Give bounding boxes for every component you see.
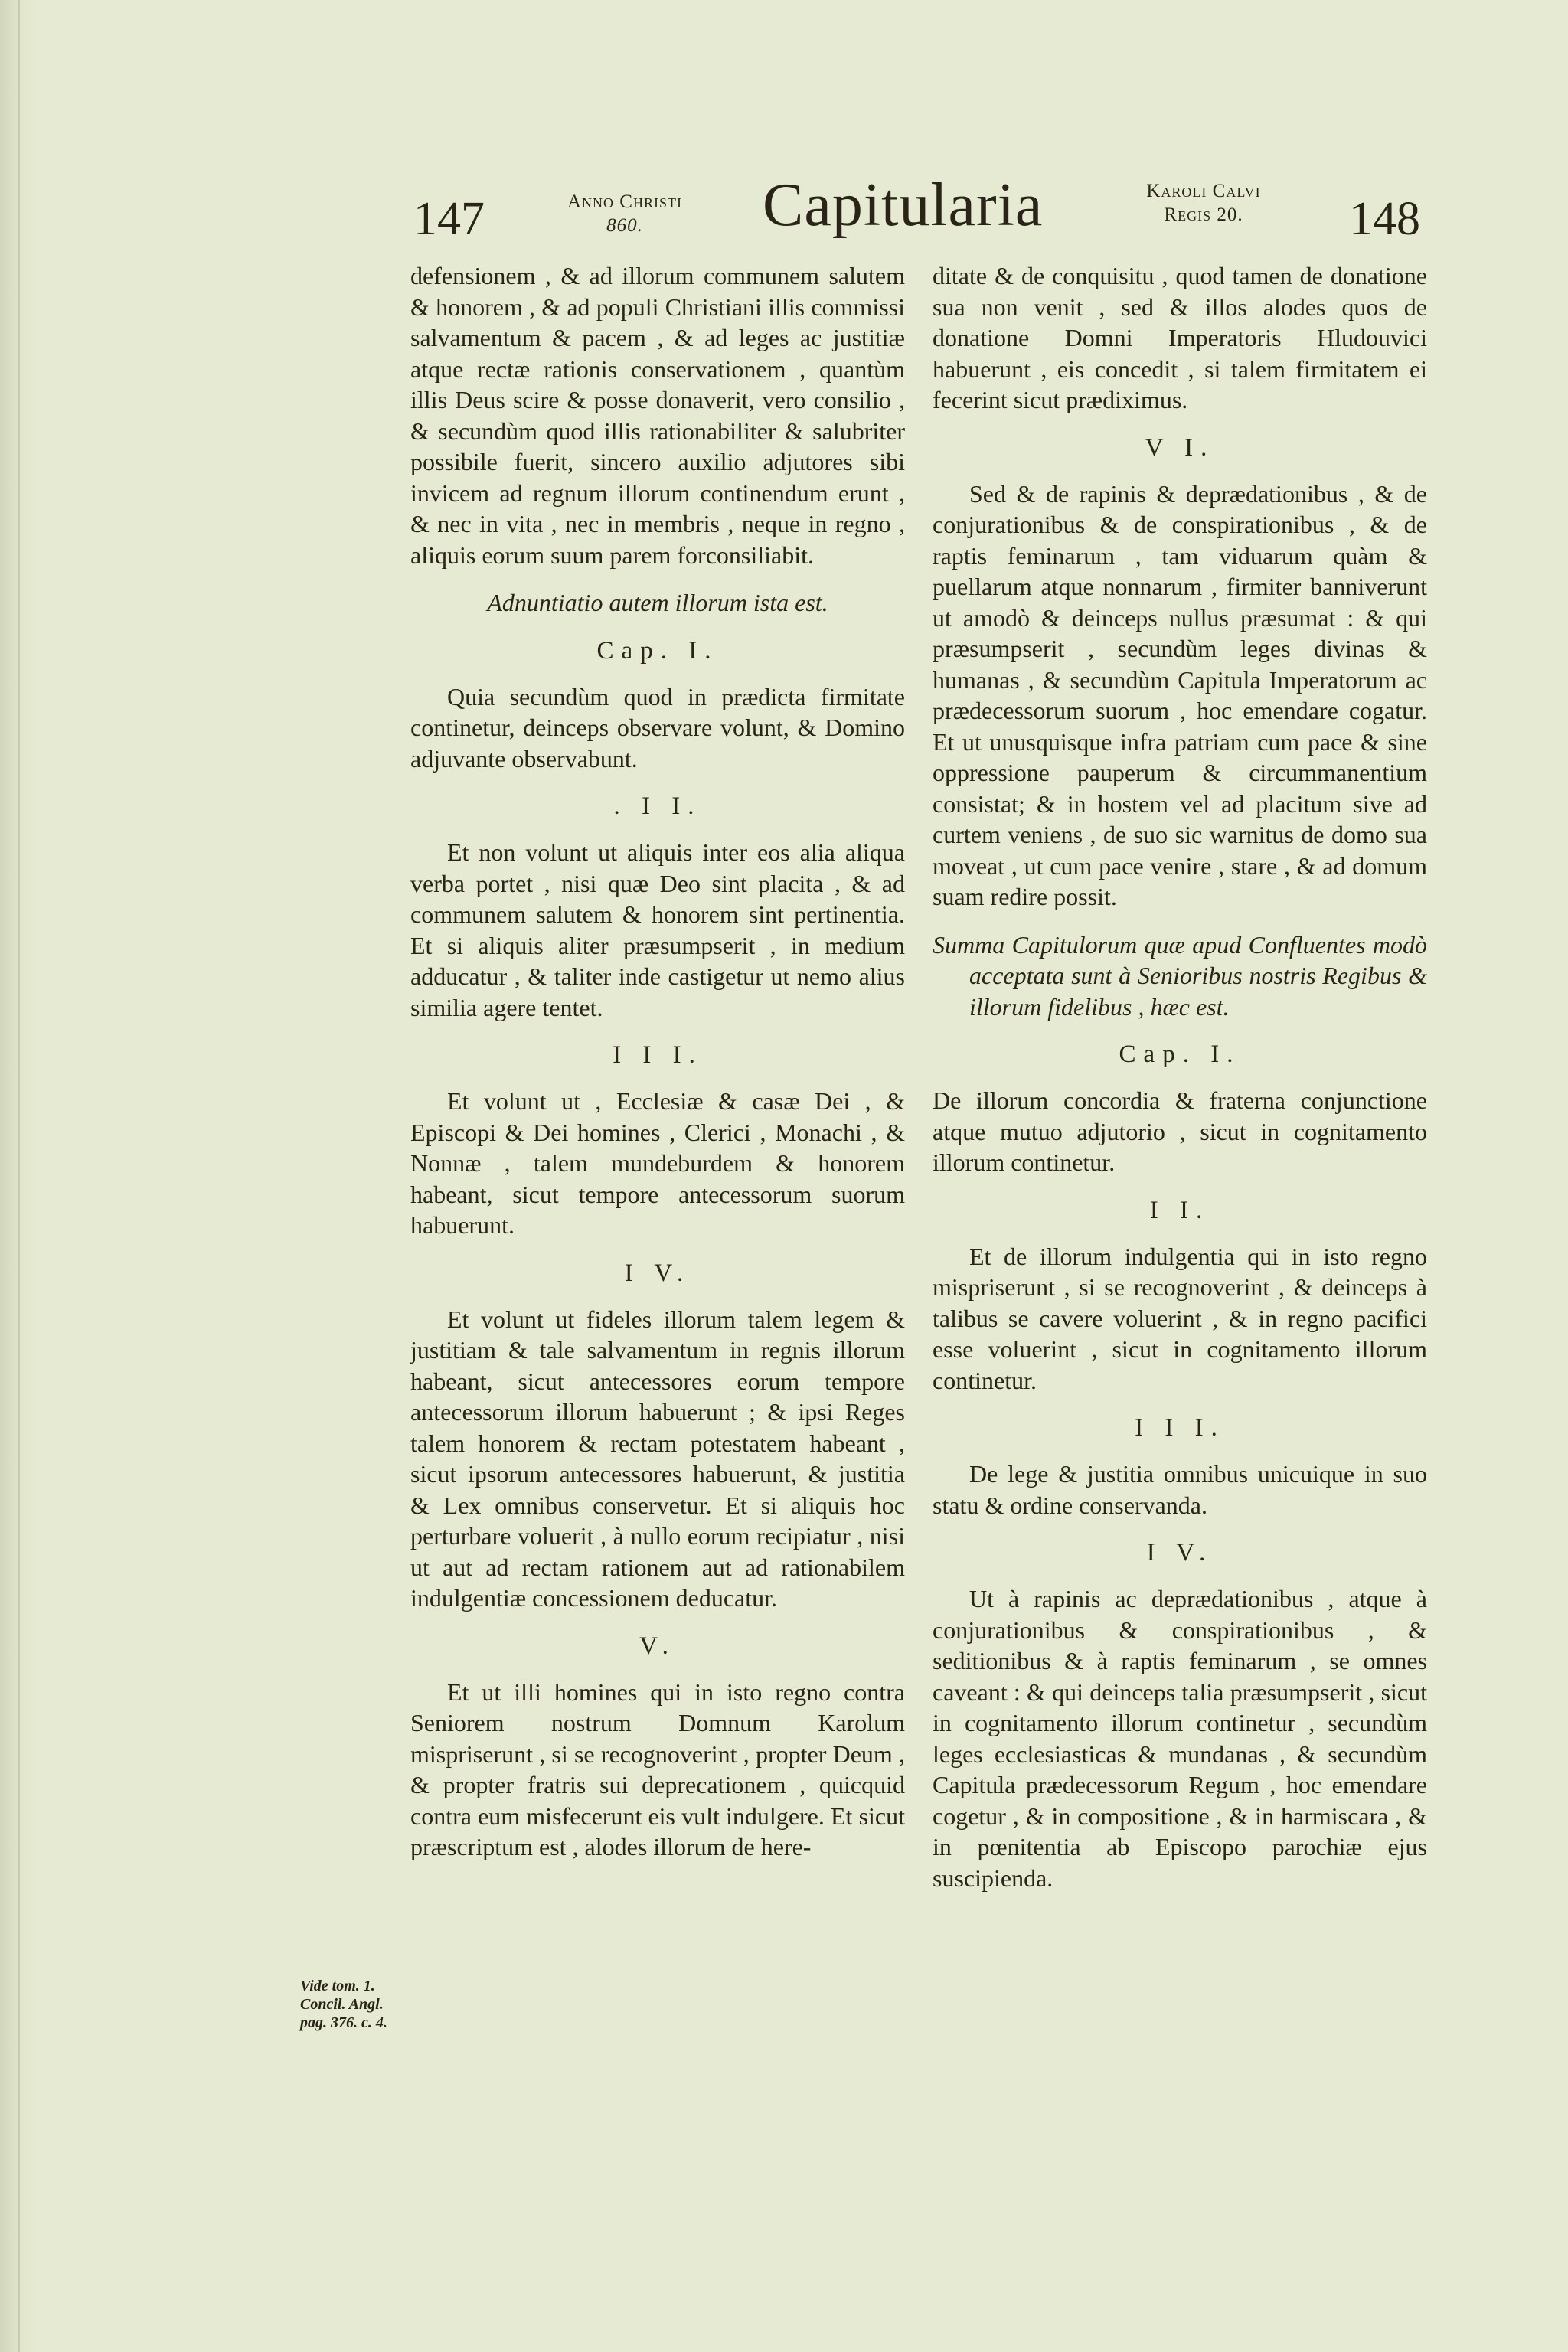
page-edge <box>0 0 37 2352</box>
margin-note: Vide tom. 1. Concil. Angl. pag. 376. c. 4. <box>300 1978 387 2031</box>
running-head-right <box>1112 179 1295 227</box>
page-header <box>0 0 1568 260</box>
chapter-heading: I I I. <box>612 1041 703 1069</box>
running-head-right-line2: Regis 20. <box>1164 204 1243 225</box>
chapter-heading: Cap. I. <box>1119 1040 1241 1068</box>
chapter-heading: V. <box>639 1632 676 1660</box>
left-column <box>410 260 905 1880</box>
paragraph: Ut à rapinis ac deprædationibus , atque à conjurationibus & conspirationibus , & seditionibus & à raptis feminarum , se omnes caveant : & qui deinceps talia præsumpserit , sicut in cognitamento illorum continetur , secundùm leges ecclesiasticas & mundanas , & secundùm Capitula prædecessorum Regum , hoc emendare cogetur , & in compositione , & in harmiscara , & in pœnitentia ab Episcopo parochiæ ejus suscipienda. <box>933 1585 1427 1892</box>
paragraph: Et ut illi homines qui in isto regno contra Seniorem nostrum Domnum Karolum mispriserunt , si se recognoverint , propter Deum , & propter fratris sui deprecationem , quicquid contra eum misfecerunt eis vult indulgere. Et sicut præscriptum est , alodes illorum de here- <box>410 1677 905 1860</box>
paragraph: De illorum concordia & fraterna conjunctione atque mutuo adjutorio , sicut in cognitamento illorum continetur. <box>933 1086 1427 1176</box>
paragraph: De lege & justitia omnibus unicuique in suo statu & ordine conservanda. <box>933 1460 1427 1519</box>
chapter-heading: I V. <box>1146 1539 1214 1566</box>
chapter-heading: V I. <box>1145 433 1215 462</box>
paragraph: Quia secundùm quod in prædicta firmitate continetur, deinceps observare volunt, & Domino adjuvante observabunt. <box>410 682 905 773</box>
chapter-heading: Cap. I. <box>596 636 719 665</box>
running-head-right-line1: Karoli Calvi <box>1146 181 1261 201</box>
summary-heading: Summa Capitulorum quæ apud Confluentes modò acceptata sunt à Senioribus nostris Regibus & illorum fidelibus , hæc est. <box>933 930 1427 1021</box>
chapter-heading: . I I. <box>613 792 702 820</box>
paragraph: defensionem , & ad illorum communem salutem & honorem , & ad populi Christiani illis commissi salvamentum & pacem , & ad leges ac justitiæ atque rectæ rationis conservationem , quantùm illis Deus scire & posse donaverit, vero consilio , & secundùm quod illis rationabiliter & salubriter possibile fuerit, sincero auxilio adjutores sibi invicem ad regnum illorum continendum erunt , & nec in vita , nec in membris , neque in regno , aliquis eorum suum parem forconsiliabit. <box>410 262 905 569</box>
paragraph: Et de illorum indulgentia qui in isto regno mispriserunt , si se recognoverint , & deinceps à talibus se cavere voluerint , & in regno pacifici esse voluerint , sicut in cognitamento illorum continetur. <box>933 1242 1427 1394</box>
paragraph: Sed & de rapinis & deprædationibus , & de conjurationibus & de conspirationibus , & de raptis feminarum , tam viduarum quàm & puellarum atque nonnarum , firmiter banniverunt ut amodò & deinceps nullus præsumat : & qui præsumpserit , secundùm leges divinas & humanas , & secundùm Capitula Imperatorum ac prædecessorum suorum , hoc emendare cogatur. Et ut unusquisque infra patriam cum pace & sine oppressione pauperum & circummanentium consistat; & in hostem vel ad placitum sive ad curtem veniens , de suo sic warnitus de domo sua moveat , ut cum pace venire , stare , & ad domum suam redire possit. <box>933 479 1427 910</box>
page-number-right: 148 <box>1349 193 1420 245</box>
chapter-heading: I V. <box>624 1259 691 1287</box>
page-title: Capitularia <box>763 172 1044 239</box>
running-head-left-line1: Anno Christi <box>567 191 682 212</box>
paragraph: Et non volunt ut aliquis inter eos alia aliqua verba portet , nisi quæ Deo sint placita , & ad communem salutem & honorem sint pertinentia. Et si aliquis aliter præsumpserit , in medium adducatur , & taliter inde castigetur ut nemo alius similia agere tentet. <box>410 838 905 1021</box>
paragraph: Et volunt ut , Ecclesiæ & casæ Dei , & Episcopi & Dei homines , Clerici , Monachi , & Nonnæ , talem mundeburdem & honorem habeant, sicut tempore antecessorum suorum habuerunt. <box>410 1087 905 1239</box>
paragraph: Et volunt ut fideles illorum talem legem & justitiam & tale salvamentum in regnis illorum habeant, sicut antecessores eorum tempore antecessorum illorum habuerunt ; & ipsi Reges talem honorem & rectam potestatem habeant , sicut ipsorum antecessores habuerunt, & justitia & Lex omnibus conservetur. Et si aliquis hoc perturbare voluerit , à nullo eorum recipiatur , nisi ut aut ad rectam rationem aut ad rationabilem indulgentiæ concessionem deducatur. <box>410 1305 905 1612</box>
running-head-left-year: 860. <box>606 215 643 236</box>
page-number-left: 147 <box>413 193 485 245</box>
running-head-left <box>541 190 709 237</box>
paragraph: ditate & de conquisitu , quod tamen de donatione sua non venit , sed & illos alodes quos de donatione Domni Imperatoris Hludouvici habuerunt , eis concedit , si talem firmitatem ei fecerint sicut prædiximus. <box>933 262 1427 413</box>
chapter-heading: I I. <box>1149 1196 1210 1224</box>
right-column <box>933 260 1427 1910</box>
chapter-heading: I I I. <box>1135 1414 1225 1442</box>
announcement-heading: Adnuntiatio autem illorum ista est. <box>487 589 828 616</box>
